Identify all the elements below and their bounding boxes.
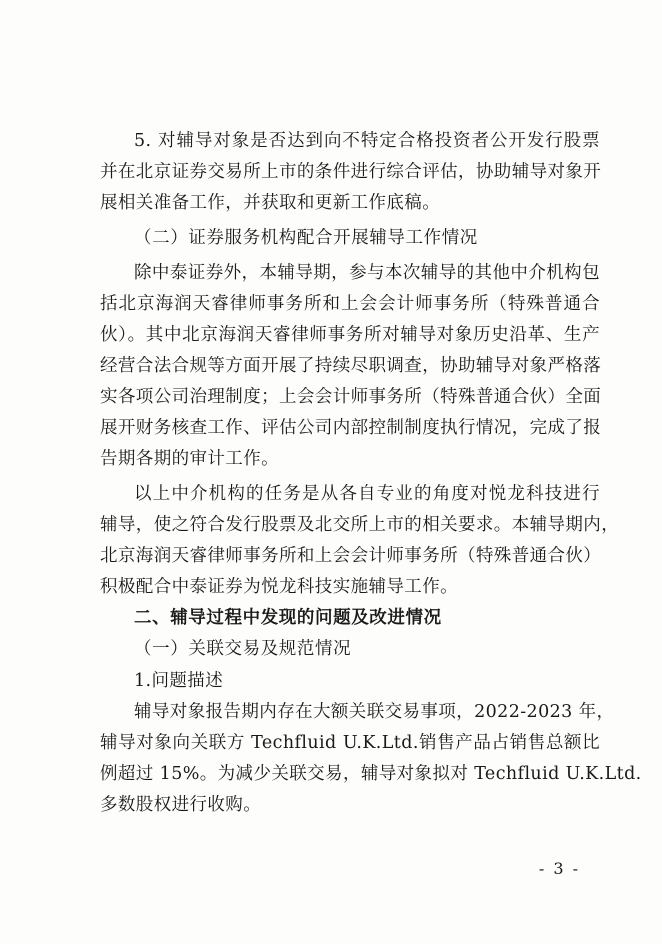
- paragraph-problem-line-3: 例超过 15%。为减少关联交易，辅导对象拟对 Techfluid U.K.Ltd.: [100, 764, 642, 784]
- paragraph-intermediaries-line-1: 除中泰证券外，本辅导期，参与本次辅导的其他中介机构包: [134, 263, 600, 283]
- paragraph-intermediaries-line-5: 实各项公司治理制度；上会会计师事务所（特殊普通合伙）全面: [100, 387, 602, 407]
- paragraph-tasks-line-2: 辅导，使之符合发行股票及北交所上市的相关要求。本辅导期内，: [100, 515, 620, 535]
- paragraph-item-5-line-2: 并在北京证券交易所上市的条件进行综合评估，协助辅导对象开: [100, 162, 602, 182]
- item-heading-problem-description: 1.问题描述: [134, 671, 224, 691]
- section-heading-problems: 二、辅导过程中发现的问题及改进情况: [134, 608, 442, 628]
- paragraph-intermediaries-line-6: 展开财务核查工作、评估公司内部控制制度执行情况，完成了报: [100, 418, 602, 438]
- paragraph-intermediaries-line-4: 经营合法合规等方面开展了持续尽职调查，协助辅导对象严格落: [100, 356, 602, 376]
- paragraph-intermediaries-line-7: 告期各期的审计工作。: [100, 449, 279, 469]
- section-heading-related-transactions: （一）关联交易及规范情况: [134, 639, 352, 659]
- paragraph-problem-line-1: 辅导对象报告期内存在大额关联交易事项，2022-2023 年，: [134, 702, 615, 722]
- section-heading-2: （二）证券服务机构配合开展辅导工作情况: [134, 228, 478, 248]
- paragraph-tasks-line-4: 积极配合中泰证券为悦龙科技实施辅导工作。: [100, 577, 458, 597]
- paragraph-problem-line-2: 辅导对象向关联方 Techfluid U.K.Ltd.销售产品占销售总额比: [100, 733, 600, 753]
- paragraph-item-5-line-1: 5. 对辅导对象是否达到向不特定合格投资者公开发行股票: [134, 131, 600, 151]
- paragraph-item-5-line-3: 展相关准备工作，并获取和更新工作底稿。: [100, 193, 441, 213]
- paragraph-intermediaries-line-3: 伙）。其中北京海润天睿律师事务所对辅导对象历史沿革、生产: [100, 325, 600, 345]
- paragraph-problem-line-4: 多数股权进行收购。: [100, 795, 262, 815]
- paragraph-tasks-line-1: 以上中介机构的任务是从各自专业的角度对悦龙科技进行: [134, 484, 600, 504]
- paragraph-tasks-line-3: 北京海润天睿律师事务所和上会会计师事务所（特殊普通合伙）: [100, 546, 602, 566]
- paragraph-intermediaries-line-2: 括北京海润天睿律师事务所和上会会计师事务所（特殊普通合: [100, 294, 600, 314]
- page-number: - 3 -: [538, 859, 580, 878]
